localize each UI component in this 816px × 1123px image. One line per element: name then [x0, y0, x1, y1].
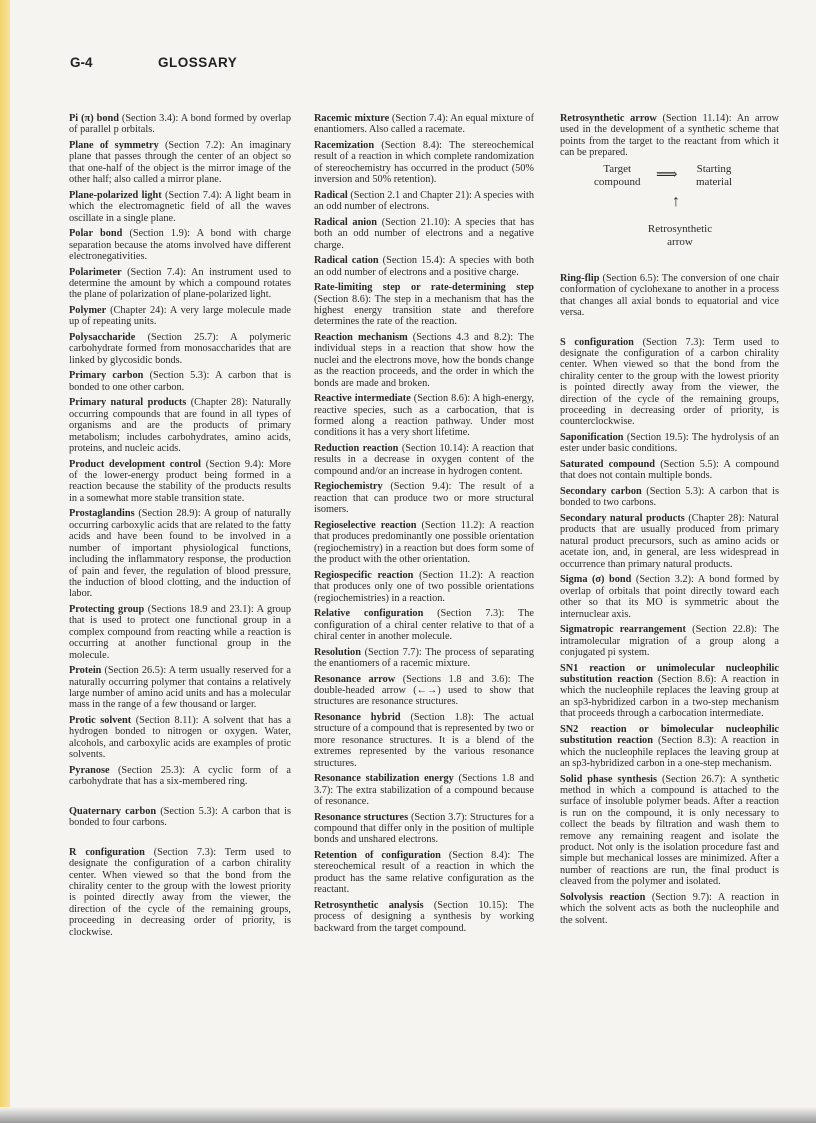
glossary-term: Reduction reaction — [314, 443, 399, 455]
glossary-definition: (Section 7.3): Term used to designate the configuration of a carbon chirality center. When viewed so that the bond from the chirality center to the group with the lowest priority is pointed directly away from the viewer, the direction of the cycle of the remaining groups, proceeding in decreasing order of priority, is clockwise. — [69, 846, 291, 938]
glossary-definition: (Section 5.3): A carbon that is bonded to two carbons. — [560, 486, 779, 509]
glossary-definition: (Section 22.8): The intramolecular migration of a group along a conjugated pi system. — [560, 624, 779, 658]
glossary-entry — [314, 443, 534, 477]
glossary-term: Saponification — [560, 432, 624, 444]
glossary-entry — [69, 228, 291, 262]
page-title: GLOSSARY — [158, 55, 238, 70]
glossary-definition: (Section 3.7): Structures for a compound that differ only in the position of multiple bonds and unshared electrons. — [314, 811, 534, 846]
glossary-entry — [560, 459, 779, 482]
glossary-definition: (Section 21.10): A species that has both an odd number of electrons and a negative charge. — [314, 216, 535, 251]
glossary-definition: (Section 8.4): The stereochemical result of a reaction in which complete randomization of stereochemistry has occurred in the product (50% inversion and 50% retention). — [314, 140, 534, 186]
glossary-entry — [69, 665, 291, 711]
glossary-term: Regioselective reaction — [314, 519, 417, 531]
glossary-entry — [69, 397, 291, 454]
glossary-entry — [560, 113, 779, 159]
glossary-definition: (Sections 1.8 and 3.6): The double-headed arrow (←→) used to show that structures are resonance structures. — [314, 673, 534, 708]
glossary-term: Reaction mechanism — [314, 332, 408, 344]
glossary-definition: (Section 8.3): A reaction in which the nucleophile replaces the leaving group at an sp3-hybridized carbon in a one-step mechanism. — [560, 735, 779, 769]
glossary-definition: (Section 5.3): A carbon that is bonded to one other carbon. — [69, 370, 291, 393]
glossary-definition: (Section 8.6): A high-energy, reactive species, such as a carbocation, that is formed along a reaction pathway. Under most conditions it has a very short lifetime. — [314, 393, 535, 439]
retrosynthetic-arrow-icon: ⟹ — [656, 166, 678, 183]
glossary-entry — [69, 508, 291, 599]
glossary-term: Rate-limiting step or rate-determining step — [314, 282, 534, 294]
retrosynthetic-arrow-diagram — [560, 163, 779, 269]
glossary-entry — [69, 765, 291, 788]
glossary-entry — [314, 113, 534, 136]
glossary-definition: (Section 7.3): The configuration of a chiral center relative to that of a chiral center in another molecule. — [314, 608, 534, 642]
glossary-term: Secondary carbon — [560, 486, 642, 498]
glossary-term: Relative configuration — [314, 608, 424, 620]
glossary-term: Resolution — [314, 646, 361, 658]
glossary-term: Resonance arrow — [314, 673, 396, 685]
glossary-term: Solvolysis reaction — [560, 891, 646, 903]
diagram-target-line2: compound — [594, 175, 641, 188]
diagram-label — [630, 223, 730, 249]
page-header — [70, 55, 237, 70]
diagram-target-line1: Target — [603, 162, 632, 175]
glossary-term: Plane of symmetry — [69, 140, 159, 151]
glossary-term: Racemization — [314, 140, 375, 151]
glossary-definition: (Section 9.4): The result of a reaction that can produce two or more structural isomers. — [314, 481, 535, 516]
glossary-term: Polymer — [69, 305, 107, 317]
glossary-definition: (Section 1.9): A bond with charge separation because the atoms involved have different electronegativities. — [69, 228, 292, 263]
glossary-entry — [69, 140, 291, 186]
glossary-term: SN2 reaction or bimolecular nucleophilic substitution reaction — [560, 723, 779, 747]
diagram-label-line2: arrow — [667, 235, 693, 248]
glossary-term: Quaternary carbon — [69, 805, 157, 817]
glossary-term: Product development control — [69, 458, 202, 470]
glossary-term: Polar bond — [69, 228, 123, 240]
glossary-definition: (Section 7.4): A light beam in which the electromagnetic field of all the waves oscillate in a single plane. — [69, 189, 291, 224]
glossary-definition: (Chapter 28): Naturally occurring compounds that are found in all types of organisms and are the products of primary metabolism; includes carbohydrates, amino acids, proteins, and nucleic acids. — [69, 397, 291, 455]
glossary-term: Solid phase synthesis — [560, 773, 657, 785]
glossary-definition: (Section 10.14): A reaction that results in a decrease in oxygen content of the compound and/or an increase in hydrogen content. — [314, 443, 535, 477]
glossary-definition: (Sections 18.9 and 23.1): A group that is used to protect one functional group in a complex compound from reacting while a reaction is occurring at another functional group in the molecule. — [69, 603, 291, 661]
glossary-term: Primary natural products — [69, 397, 187, 409]
glossary-definition: (Section 11.2): A reaction that produces predominantly one possible orientation (regiochemistry) in a reaction but does form some of the product with the other orientation. — [314, 519, 534, 566]
glossary-entry — [560, 486, 779, 509]
glossary-definition: (Sections 1.8 and 3.7): The extra stabilization of a compound because of resonance. — [314, 773, 534, 807]
glossary-definition: (Section 7.4): An equal mixture of enantiomers. Also called a racemate. — [314, 113, 535, 136]
glossary-term: Racemic mixture — [314, 113, 390, 124]
glossary-entry — [314, 647, 534, 670]
glossary-entry — [69, 847, 291, 938]
glossary-term: Resonance stabilization energy — [314, 773, 454, 785]
glossary-definition: (Section 8.6): A reaction in which the nucleophile replaces the leaving group at an sp3-hybridized carbon in a two-step mechanism that proceeds through a carbocation intermediate. — [560, 673, 779, 720]
glossary-definition: (Section 3.2): A bond formed by overlap of orbitals that point directly toward each other so that its MO is symmetric about the internuclear axis. — [560, 574, 779, 620]
glossary-term: Ring-flip — [560, 272, 600, 284]
glossary-definition: (Section 2.1 and Chapter 21): A species with an odd number of electrons. — [314, 189, 534, 213]
glossary-entry — [314, 570, 534, 604]
glossary-entry — [314, 282, 534, 328]
diagram-starting — [696, 163, 732, 189]
page-bottom-edge — [0, 1107, 816, 1123]
glossary-definition: (Section 1.8): The actual structure of a compound that is represented by two or more resonance structures. It is a blend of the extremes represented by the various resonance structures. — [314, 711, 534, 769]
glossary-column-3 — [560, 113, 779, 930]
glossary-term: Regiochemistry — [314, 481, 383, 493]
glossary-definition: (Section 7.7): The process of separating the enantiomers of a racemic mixture. — [314, 646, 534, 669]
glossary-definition: (Section 6.5): The conversion of one chair conformation of cyclohexane to another in a process that changes all axial bonds to equatorial and vice versa. — [560, 272, 780, 319]
glossary-term: Radical anion — [314, 216, 378, 228]
spacer — [69, 792, 291, 806]
page-edge-strip — [0, 0, 10, 1123]
glossary-term: Reactive intermediate — [314, 393, 411, 405]
glossary-entry — [69, 459, 291, 505]
glossary-term: Protic solvent — [69, 714, 132, 726]
glossary-definition: (Section 7.3): Term used to designate the configuration of a carbon chirality center. When viewed so that the bond from the chirality center to the group with the lowest priority is pointed directly away from the viewer, the direction of the cycle of the remaining groups, proceeding in decreasing order of priority, is counterclockwise. — [560, 336, 779, 428]
glossary-entry — [314, 850, 534, 896]
glossary-entry — [560, 724, 779, 770]
glossary-definition: (Sections 4.3 and 8.2): The individual steps in a reaction that show how the nuclei and the electrons move, how the bonds change as the reaction proceeds, and the order in which the bonds are made and broken. — [314, 332, 535, 389]
glossary-entry — [69, 715, 291, 761]
glossary-term: Protecting group — [69, 603, 145, 615]
glossary-entry — [69, 604, 291, 661]
glossary-term: Primary carbon — [69, 370, 144, 382]
glossary-entry — [560, 513, 779, 570]
glossary-entry — [314, 773, 534, 807]
glossary-entry — [69, 332, 291, 366]
glossary-definition: (Section 28.9): A group of naturally occurring carboxylic acids that are related to the fatty acids and have been found to be involved in a number of important physiological functions, including the inflammatory response, the production of pain and fever, the regulation of blood pressure, the induction of blood clotting, and the induction of labor. — [69, 508, 291, 600]
glossary-definition: (Section 19.5): The hydrolysis of an ester under basic conditions. — [560, 432, 779, 455]
glossary-entry — [314, 255, 534, 278]
glossary-entry — [69, 370, 291, 393]
up-arrow-icon: ↑ — [672, 192, 680, 210]
glossary-entry — [314, 520, 534, 566]
glossary-definition: (Section 26.5): A term usually reserved for a naturally occurring polymer that contains a relatively large number of amino acid units and has a molecular mass in the range of a few thousand or larger. — [69, 665, 291, 711]
glossary-term: Retrosynthetic analysis — [314, 899, 424, 911]
glossary-entry — [314, 393, 534, 439]
glossary-definition: (Section 7.4): An instrument used to determine the amount by which a compound rotates the plane of polarization of plane-polarized light. — [69, 266, 291, 301]
glossary-term: Sigma (σ) bond — [560, 574, 632, 586]
glossary-term: Resonance hybrid — [314, 711, 401, 723]
glossary-term: Regiospecific reaction — [314, 569, 414, 581]
glossary-term: Secondary natural products — [560, 513, 685, 525]
glossary-entry — [560, 774, 779, 888]
glossary-definition: (Section 7.2): An imaginary plane that passes through the center of an object so that one-half of the object is the mirror image of the other half; also called a mirror plane. — [69, 140, 291, 186]
glossary-entry — [314, 900, 534, 934]
glossary-entry — [560, 574, 779, 620]
glossary-term: Polarimeter — [69, 266, 122, 278]
diagram-target — [594, 163, 640, 189]
spacer — [560, 323, 779, 337]
glossary-definition: (Section 10.15): The process of designing a synthesis by working backward from the target compound. — [314, 899, 534, 934]
glossary-definition: (Section 8.11): A solvent that has a hydrogen bonded to nitrogen or oxygen. Water, alcohols, and carboxylic acids are examples of protic solvents. — [69, 714, 292, 761]
glossary-entry — [560, 432, 779, 455]
glossary-entry — [314, 674, 534, 708]
glossary-definition: (Chapter 28): Natural products that are usually produced from primary natural product precursors, such as amino acids or acetate ion, and, in general, are less widespread in occurrence than primary natural products. — [560, 513, 779, 570]
glossary-definition: (Section 11.14): An arrow used in the development of a synthetic scheme that points from the target to the reactant from which it can be prepared. — [560, 113, 779, 159]
glossary-entry — [560, 892, 779, 926]
glossary-term: Retention of configuration — [314, 849, 441, 861]
glossary-term: Resonance structures — [314, 811, 409, 823]
glossary-term: Radical cation — [314, 255, 379, 267]
glossary-term: Pyranose — [69, 764, 110, 776]
glossary-term: Plane-polarized light — [69, 189, 162, 201]
glossary-entry — [314, 190, 534, 213]
glossary-definition: (Section 8.6): The step in a mechanism that has the highest energy transition state and therefore determines the rate of the reaction. — [314, 293, 534, 328]
glossary-entry — [560, 273, 779, 319]
glossary-entry — [314, 217, 534, 251]
page-number: G-4 — [70, 55, 93, 70]
glossary-entry — [314, 140, 534, 186]
glossary-entry — [314, 332, 534, 389]
glossary-term: Sigmatropic rearrangement — [560, 624, 686, 636]
spacer — [69, 833, 291, 847]
glossary-entry — [314, 481, 534, 515]
diagram-label-line1: Retrosynthetic — [647, 222, 713, 235]
glossary-entry — [560, 337, 779, 428]
glossary-term: SN1 reaction or unimolecular nucleophilic substitution reaction — [560, 662, 779, 685]
glossary-entry — [560, 624, 779, 658]
glossary-term: Prostaglandins — [69, 508, 135, 520]
glossary-definition: (Section 25.7): A polymeric carbohydrate formed from monosaccharides that are linked by glycosidic bonds. — [69, 332, 291, 366]
glossary-term: Retrosynthetic arrow — [560, 113, 657, 124]
glossary-entry — [69, 267, 291, 301]
glossary-term: S configuration — [560, 336, 634, 348]
glossary-definition: (Section 25.3): A cyclic form of a carbohydrate that has a six-membered ring. — [69, 764, 291, 788]
glossary-entry — [560, 663, 779, 720]
glossary-entry — [69, 113, 291, 136]
glossary-definition: (Chapter 24): A very large molecule made up of repeating units. — [69, 305, 291, 328]
glossary-definition: (Section 9.4): More of the lower-energy product being formed in a reaction because the stability of the products results in a somewhat more stable transition state. — [69, 458, 292, 504]
glossary-definition: (Section 3.4): A bond formed by overlap of parallel p orbitals. — [69, 113, 291, 136]
glossary-entry — [314, 712, 534, 769]
glossary-term: Saturated compound — [560, 459, 656, 471]
glossary-definition: (Section 15.4): A species with both an odd number of electrons and a positive charge. — [314, 255, 534, 278]
glossary-entry — [69, 305, 291, 328]
glossary-definition: (Section 8.4): The stereochemical result of a reaction in which the product has the same relative configuration as the reactant. — [314, 849, 534, 896]
glossary-definition: (Section 11.2): A reaction that produces only one of two possible orientations (regiochemistries) in a reaction. — [314, 569, 535, 604]
diagram-starting-line1: Starting — [696, 162, 732, 175]
glossary-column-2 — [314, 113, 534, 938]
glossary-term: Radical — [314, 189, 348, 201]
glossary-entry — [314, 812, 534, 846]
glossary-column-1 — [69, 113, 291, 942]
glossary-definition: (Section 26.7): A synthetic method in which a compound is attached to the surface of insoluble polymer beads. After a reaction is run on the compound, it is only necessary to collect the beads by filtration and wash them to remove any remaining reagent and isolate the product. Not only is the isolation procedure fast and simple but mechanical losses are minimized. After a number of reactions are run, the final product is cleaved from the polymer and isolated. — [560, 773, 779, 888]
glossary-term: Protein — [69, 665, 102, 677]
diagram-starting-line2: material — [696, 175, 733, 188]
glossary-entry — [69, 806, 291, 829]
glossary-term: Polysaccharide — [69, 332, 136, 344]
glossary-definition: (Section 9.7): A reaction in which the solvent acts as both the nucleophile and the solvent. — [560, 891, 779, 926]
glossary-definition: (Section 5.5): A compound that does not contain multiple bonds. — [560, 459, 779, 482]
glossary-term: R configuration — [69, 846, 145, 858]
glossary-definition: (Section 5.3): A carbon that is bonded to four carbons. — [69, 805, 291, 829]
glossary-entry — [314, 608, 534, 642]
glossary-term: Pi (π) bond — [69, 113, 119, 124]
glossary-entry — [69, 190, 291, 224]
